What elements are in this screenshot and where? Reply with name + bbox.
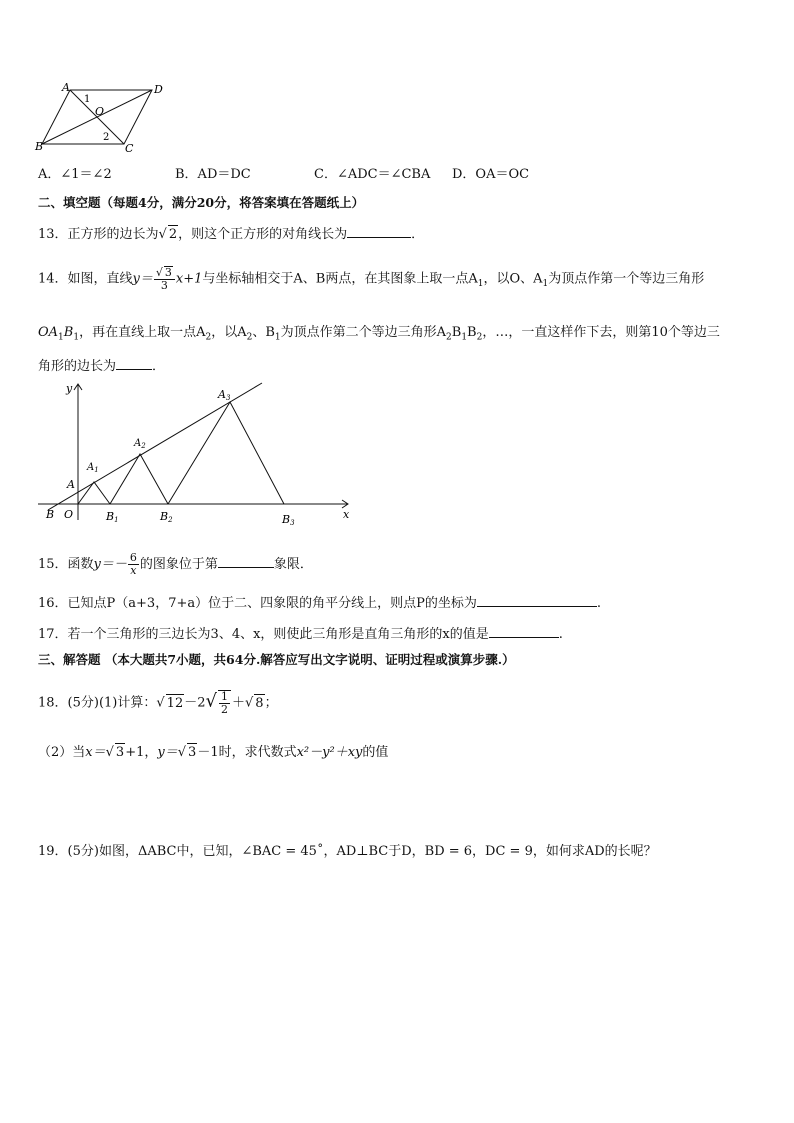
q18-plus: ＋ [231,695,245,711]
q18-fraction [218,690,231,716]
question-13 [38,223,424,244]
option-a: A．∠1＝∠2 [38,167,112,182]
q14-l2-sub-c: 2 [205,332,212,343]
q14-y-eq: y＝ [132,271,153,287]
sqrt-symbol: √ [177,745,187,760]
q15-frac-den: x [130,564,137,577]
q17-end: . [558,627,563,642]
q14-answer-blank[interactable] [116,355,152,370]
q15-prefix: 15．函数 [38,557,94,572]
q18-x-tail: +1， [125,745,158,760]
angle-label-1: 1 [84,94,91,105]
question-14-line-3 [38,355,165,376]
question-19 [38,843,657,861]
q16-answer-blank[interactable] [477,592,597,607]
label-a3: A3 [218,388,231,402]
q14-sub-1: 1 [477,279,484,290]
q15-frac-num: 6 [129,551,137,564]
triangle-2 [110,454,168,504]
label-b2: B2 [160,510,173,524]
q18-part2-end: 的值 [362,745,389,760]
label-a: A [67,478,75,491]
q14-l2-rest-4: 为顶点作第二个等边三角形A [280,325,447,340]
label-a: A [62,81,70,94]
q18-part2-prefix: （2）当 [38,745,86,760]
label-o: O [95,105,105,118]
question-15 [38,552,313,577]
q14-l2-rest-5: B [451,325,462,340]
q14-l2-rest-3: 、B [252,325,275,340]
q15-end: 象限． [273,557,313,572]
option-b: B．AD＝DC [175,167,251,182]
q13-radicand: 2 [168,227,178,242]
q18-radicand-3: 3 [115,745,125,760]
q13-prefix: 13．正方形的边长为 [38,227,159,242]
q14-sub-2: 1 [542,279,549,290]
q13-end: ． [411,227,425,242]
sqrt-symbol: √ [105,745,114,760]
parallelogram-figure [30,80,180,155]
option-d: D．OA＝OC [452,167,530,182]
q14-l2-sub-a: 1 [58,332,64,343]
q14-prefix: 14．如图，直线 [38,271,133,287]
option-c: C．∠ADC＝∠CBA [314,167,431,182]
q14-rest-2: ，以O、A [483,271,543,287]
q18-prefix: 18．(5分)(1)计算： [38,695,157,711]
q15-answer-blank[interactable] [218,553,274,568]
q14-frac-num: 3 [164,266,172,279]
q18-frac-num: 1 [220,690,228,703]
sqrt-symbol: √ [156,695,165,711]
q14-line-3-text: 角形的边长为 [38,359,117,374]
q14-l2-sub-f: 2 [446,332,452,343]
triangle-3 [168,402,284,504]
q16-text: 16．已知点P（a+3，7+a）位于二、四象限的角平分线上，则点P的坐标为 [38,596,477,611]
sqrt-symbol: √ [245,695,254,711]
q13-answer-blank[interactable] [347,223,411,238]
q18-expression: x²－y²＋xy [296,745,363,760]
q15-fraction [128,552,139,577]
q18-x-eq: x＝ [85,745,106,760]
q18-radicand-4: 3 [188,745,197,760]
label-a1: $A_1$ [87,462,99,474]
q18-frac-den: 2 [220,703,228,716]
label-a2: $A_2$ [134,438,146,450]
q14-rest-1: 与坐标轴相交于A、B两点，在其图象上取一点A [202,271,478,287]
q14-line-3-end: ． [152,359,166,374]
q14-fraction [154,266,175,292]
question-14-line-2 [38,324,720,347]
sqrt-symbol: √ [205,690,217,712]
label-b: B [35,140,44,153]
sqrt-symbol: √ [155,266,163,279]
q18-radicand-2: 8 [255,695,264,711]
q14-l2-rest-7: ，…，一直这样作下去，则第10个等边三 [482,325,720,340]
question-16 [38,592,601,613]
q14-l2-rest-2: ，以A [211,325,247,340]
question-14-line-1 [38,266,704,293]
question-17 [38,623,563,644]
q14-l2-sub-e: 1 [274,332,281,343]
triangle-1 [78,482,110,504]
q18-y-eq: y＝ [157,745,178,760]
section-3-heading: 三、解答题 （本大题共7小题，共64分.解答应写出文字说明、证明过程或演算步骤.） [38,652,515,667]
label-b3: B3 [282,513,295,527]
q19-text: 19．(5分)如图，ΔABC中，已知，∠BAC = 45˚，AD⊥BC于D，BD = 6，DC = 9，如何求AD的长呢？ [38,844,657,859]
label-o: O [64,508,74,521]
q15-y-eq: y＝－ [93,557,127,572]
angle-label-2: 2 [103,132,110,143]
q14-frac-den: 3 [160,279,168,292]
q13-suffix: ，则这个正方形的对角线长为 [178,227,348,242]
q14-x-term: x+1 [175,271,203,287]
section-2-heading: 二、填空题（每题4分，满分20分，将答案填在答题纸上） [38,195,365,210]
q12-options [38,166,529,184]
q14-rest-3: 为顶点作第一个等边三角形 [548,271,705,287]
q17-text: 17．若一个三角形的三边长为3、4、x，则使此三角形是直角三角形的x的值是 [38,627,489,642]
q14-l2-sub-d: 2 [246,332,253,343]
q14-l2-sub-h: 2 [476,332,483,343]
q18-end: ； [264,695,278,711]
q15-suffix: 的图象位于第 [139,557,218,572]
q14-l2-a: OA [38,325,59,340]
label-d: D [154,83,163,96]
question-18-part-1 [38,690,278,716]
label-b: B [46,508,55,521]
q17-answer-blank[interactable] [489,623,559,638]
q14-l2-sub-b: 1 [73,332,80,343]
coordinate-graph-figure [30,378,360,528]
q18-radicand-1: 12 [166,695,184,711]
q14-l2-rest: ，再在直线上取一点A [79,325,206,340]
q14-l2-rest-6: B [467,325,477,340]
sqrt-symbol: √ [158,227,167,242]
question-18-part-2 [38,743,388,762]
q18-minus-2: －2 [184,695,206,711]
q14-l2-sub-g: 1 [461,332,468,343]
q18-y-tail: －1时，求代数式 [197,745,297,760]
q14-l2-b: B [63,325,74,340]
label-b1: B1 [106,510,119,524]
label-c: C [125,142,134,155]
q16-end: . [596,596,602,611]
y-axis-label: y [66,382,73,395]
x-axis-label: x [343,508,350,521]
